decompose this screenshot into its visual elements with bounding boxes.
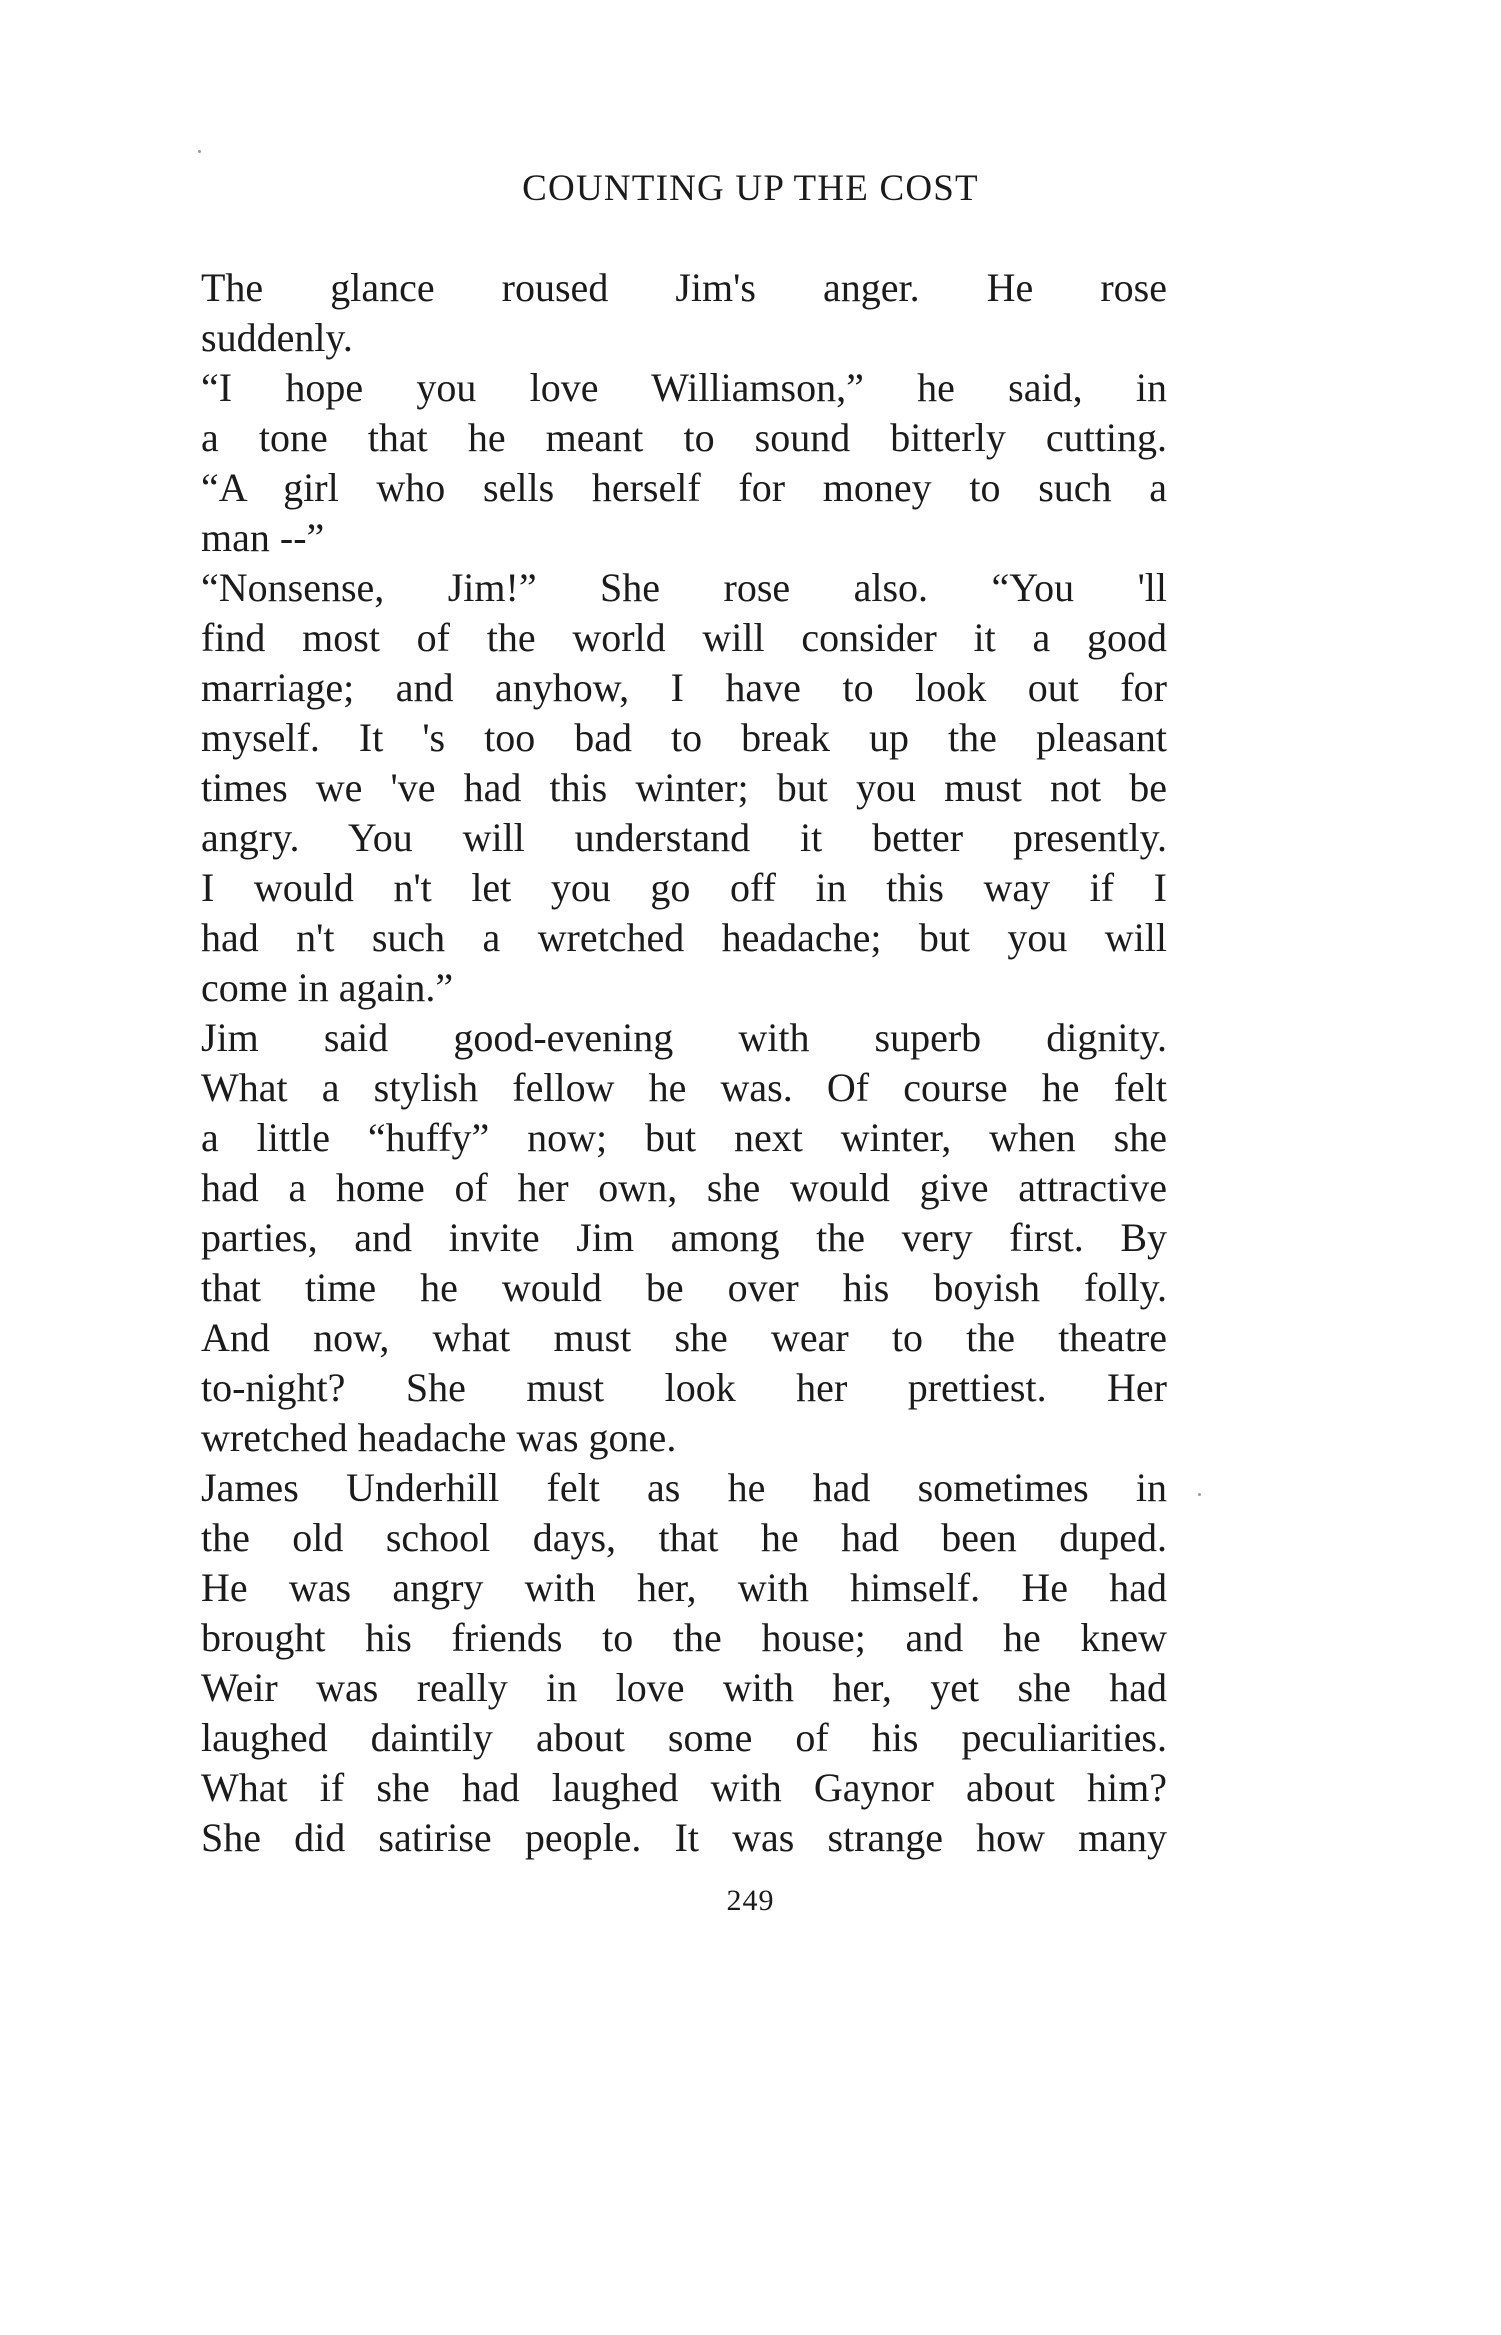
text-line: James Underhill felt as he had sometimes in <box>201 1465 1167 1510</box>
text-line: laughed daintily about some of his peculiarities. <box>201 1715 1167 1760</box>
text-line: that time he would be over his boyish folly. <box>201 1265 1167 1310</box>
text-line: suddenly. <box>201 315 353 360</box>
text-line: Weir was really in love with her, yet she had <box>201 1665 1167 1710</box>
text-line: angry. You will understand it better presently. <box>201 815 1167 860</box>
text-line: man --” <box>201 515 325 560</box>
text-line: What a stylish fellow he was. Of course he felt <box>201 1065 1167 1110</box>
text-line: What if she had laughed with Gaynor about him? <box>201 1765 1167 1810</box>
text-line: myself. It 's too bad to break up the pleasant <box>201 715 1167 760</box>
text-line: I would n't let you go off in this way if I <box>201 865 1167 910</box>
text-line: The glance roused Jim's anger. He rose <box>201 265 1167 310</box>
text-line: times we 've had this winter; but you must not be <box>201 765 1167 810</box>
page-number: 249 <box>726 1884 775 1917</box>
text-line: had a home of her own, she would give attractive <box>201 1165 1167 1210</box>
paper-speck <box>198 150 201 153</box>
text-line: wretched headache was gone. <box>201 1415 677 1460</box>
paper-speck <box>1198 1493 1201 1496</box>
running-head: COUNTING UP THE COST <box>522 168 979 209</box>
text-line: come in again.” <box>201 965 454 1010</box>
text-line: And now, what must she wear to the theatre <box>201 1315 1167 1360</box>
text-line: to-night? She must look her prettiest. Her <box>201 1365 1167 1410</box>
text-line: a little “huffy” now; but next winter, when she <box>201 1115 1167 1160</box>
text-line: brought his friends to the house; and he knew <box>201 1615 1167 1660</box>
text-line: had n't such a wretched headache; but you will <box>201 915 1167 960</box>
body-text <box>201 263 1167 1863</box>
text-line: a tone that he meant to sound bitterly cutting. <box>201 415 1167 460</box>
text-line: He was angry with her, with himself. He had <box>201 1565 1167 1610</box>
text-line: find most of the world will consider it a good <box>201 615 1167 660</box>
text-line: marriage; and anyhow, I have to look out for <box>201 665 1167 710</box>
text-line: “Nonsense, Jim!” She rose also. “You 'll <box>201 565 1167 610</box>
text-line: “A girl who sells herself for money to such a <box>201 465 1167 510</box>
text-line: Jim said good-evening with superb dignity. <box>201 1015 1167 1060</box>
text-line: She did satirise people. It was strange how many <box>201 1815 1167 1860</box>
text-line: the old school days, that he had been duped. <box>201 1515 1167 1560</box>
text-line: “I hope you love Williamson,” he said, in <box>201 365 1167 410</box>
text-line: parties, and invite Jim among the very first. By <box>201 1215 1167 1260</box>
